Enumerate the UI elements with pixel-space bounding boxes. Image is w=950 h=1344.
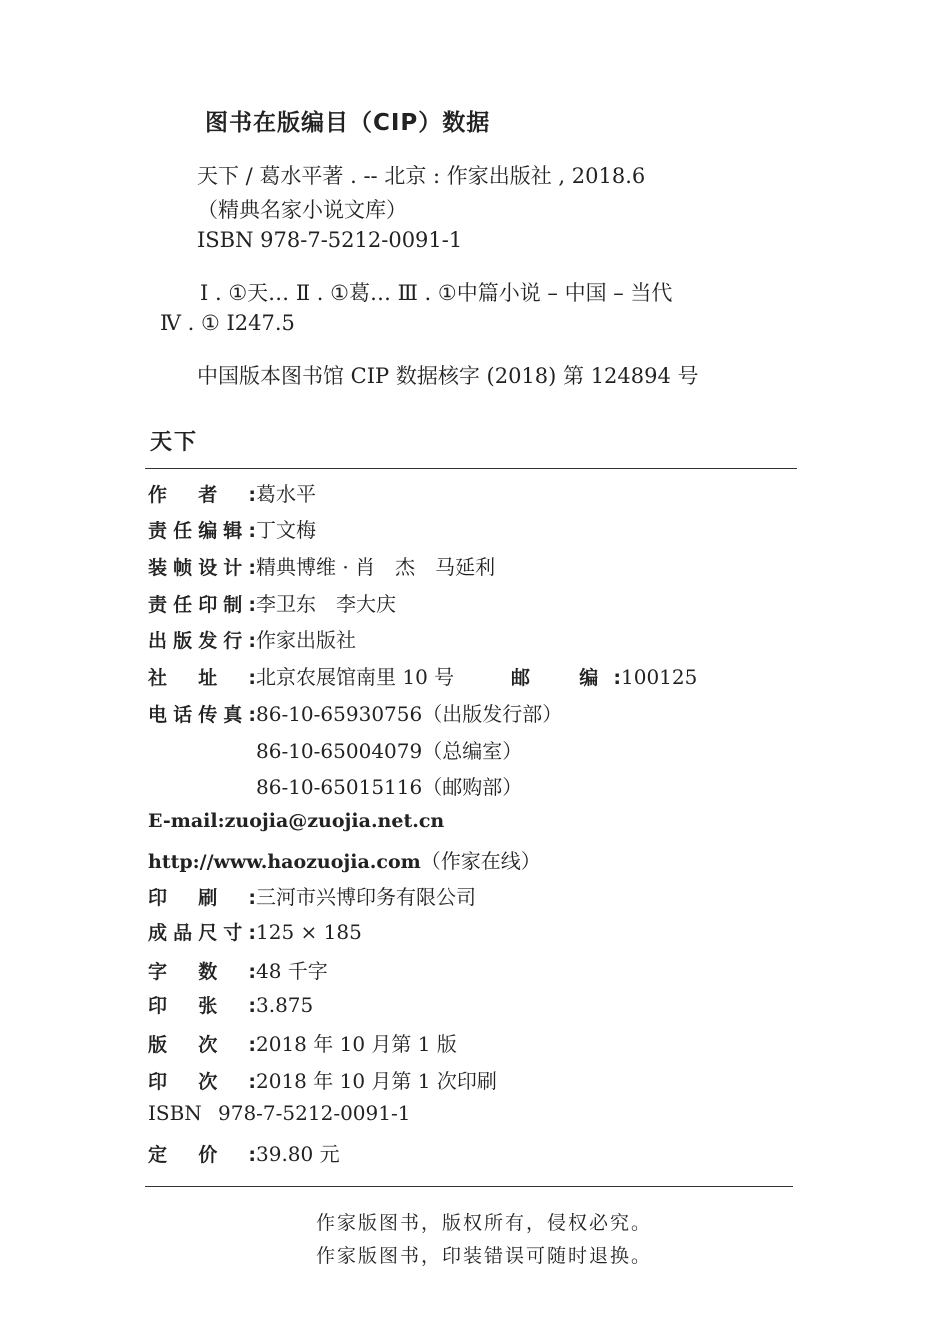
price-value: 39.80 元	[256, 1142, 340, 1166]
info-row-printer	[148, 881, 476, 911]
info-row-phone-3	[256, 771, 522, 801]
address-label: 社址:	[148, 667, 256, 689]
info-row-publisher	[148, 624, 356, 654]
design-value: 精典博维 · 肖 杰 马延利	[256, 555, 496, 579]
divider-top	[145, 468, 797, 469]
info-row-printing-supervisor	[148, 588, 396, 618]
email-value: E-mail:zuojia@zuojia.net.cn	[148, 810, 445, 832]
phone-value-3: 86-10-65015116（邮购部）	[256, 775, 523, 799]
website-note: （作家在线）	[420, 849, 541, 873]
edition-label: 版次:	[148, 1034, 256, 1056]
price-label: 定价:	[148, 1144, 256, 1166]
isbn-label: ISBN	[148, 1101, 202, 1125]
info-row-word-count	[148, 955, 328, 985]
size-value: 125 × 185	[256, 920, 362, 944]
book-title: 天下	[150, 430, 199, 455]
info-row-isbn	[148, 1101, 410, 1131]
phone-value-2: 86-10-65004079（总编室）	[256, 739, 523, 763]
impression-label: 印次:	[148, 1071, 256, 1093]
return-notice: 作家版图书，印装错误可随时退换。	[316, 1245, 653, 1267]
phone-label: 电话传真:	[148, 704, 256, 726]
copyright-notice: 作家版图书，版权所有，侵权必究。	[316, 1212, 653, 1234]
info-row-phone	[148, 698, 562, 728]
phone-value-1: 86-10-65930756（出版发行部）	[256, 702, 563, 726]
postcode-label: 邮 编:	[511, 667, 621, 689]
printer-value: 三河市兴博印务有限公司	[256, 885, 476, 909]
publisher-label: 出版发行:	[148, 630, 256, 652]
info-row-edition	[148, 1028, 457, 1058]
cip-series-line: （精典名家小说文库）	[197, 198, 407, 222]
info-row-website	[148, 845, 541, 875]
info-row-size	[148, 918, 362, 948]
sheets-label: 印张:	[148, 995, 256, 1017]
edition-value: 2018 年 10 月第 1 版	[256, 1032, 457, 1056]
info-row-price	[148, 1138, 340, 1168]
info-row-editor	[148, 514, 316, 544]
cip-title: 图书在版编目（CIP）数据	[205, 110, 491, 136]
info-row-address	[148, 661, 697, 691]
printer-label: 印刷:	[148, 887, 256, 909]
printing-supervisor-label: 责任印制:	[148, 594, 256, 616]
author-value: 葛水平	[256, 482, 316, 506]
word-count-label: 字数:	[148, 961, 256, 983]
info-row-author	[148, 478, 316, 508]
word-count-value: 48 千字	[256, 959, 328, 983]
isbn-value: 978-7-5212-0091-1	[218, 1101, 411, 1125]
info-row-email	[148, 808, 444, 838]
info-row-phone-2	[256, 735, 522, 765]
info-row-design	[148, 551, 495, 581]
sheets-value: 3.875	[256, 993, 314, 1017]
cip-verification-line: 中国版本图书馆 CIP 数据核字 (2018) 第 124894 号	[197, 364, 699, 388]
address-value: 北京农展馆南里 10 号	[256, 665, 455, 689]
cip-record-line: 天下 / 葛水平著 . -- 北京 : 作家出版社 , 2018.6	[197, 164, 646, 188]
size-label: 成品尺寸:	[148, 922, 256, 944]
author-label: 作者:	[148, 484, 256, 506]
postcode-value: 100125	[621, 665, 698, 689]
cip-classification-number: Ⅳ . ① I247.5	[160, 311, 295, 335]
info-row-impression	[148, 1065, 497, 1095]
publisher-value: 作家出版社	[256, 628, 356, 652]
printing-supervisor-value: 李卫东 李大庆	[256, 592, 396, 616]
impression-value: 2018 年 10 月第 1 次印刷	[256, 1069, 497, 1093]
editor-value: 丁文梅	[256, 518, 316, 542]
cip-isbn-line: ISBN 978-7-5212-0091-1	[197, 228, 463, 252]
cip-classification-line: Ⅰ . ①天… Ⅱ . ①葛… Ⅲ . ①中篇小说 – 中国 – 当代	[200, 281, 673, 305]
info-row-sheets	[148, 991, 313, 1021]
divider-bottom	[145, 1186, 793, 1187]
editor-label: 责任编辑:	[148, 520, 256, 542]
design-label: 装帧设计:	[148, 557, 256, 579]
website-value: http://www.haozuojia.com	[148, 851, 421, 873]
